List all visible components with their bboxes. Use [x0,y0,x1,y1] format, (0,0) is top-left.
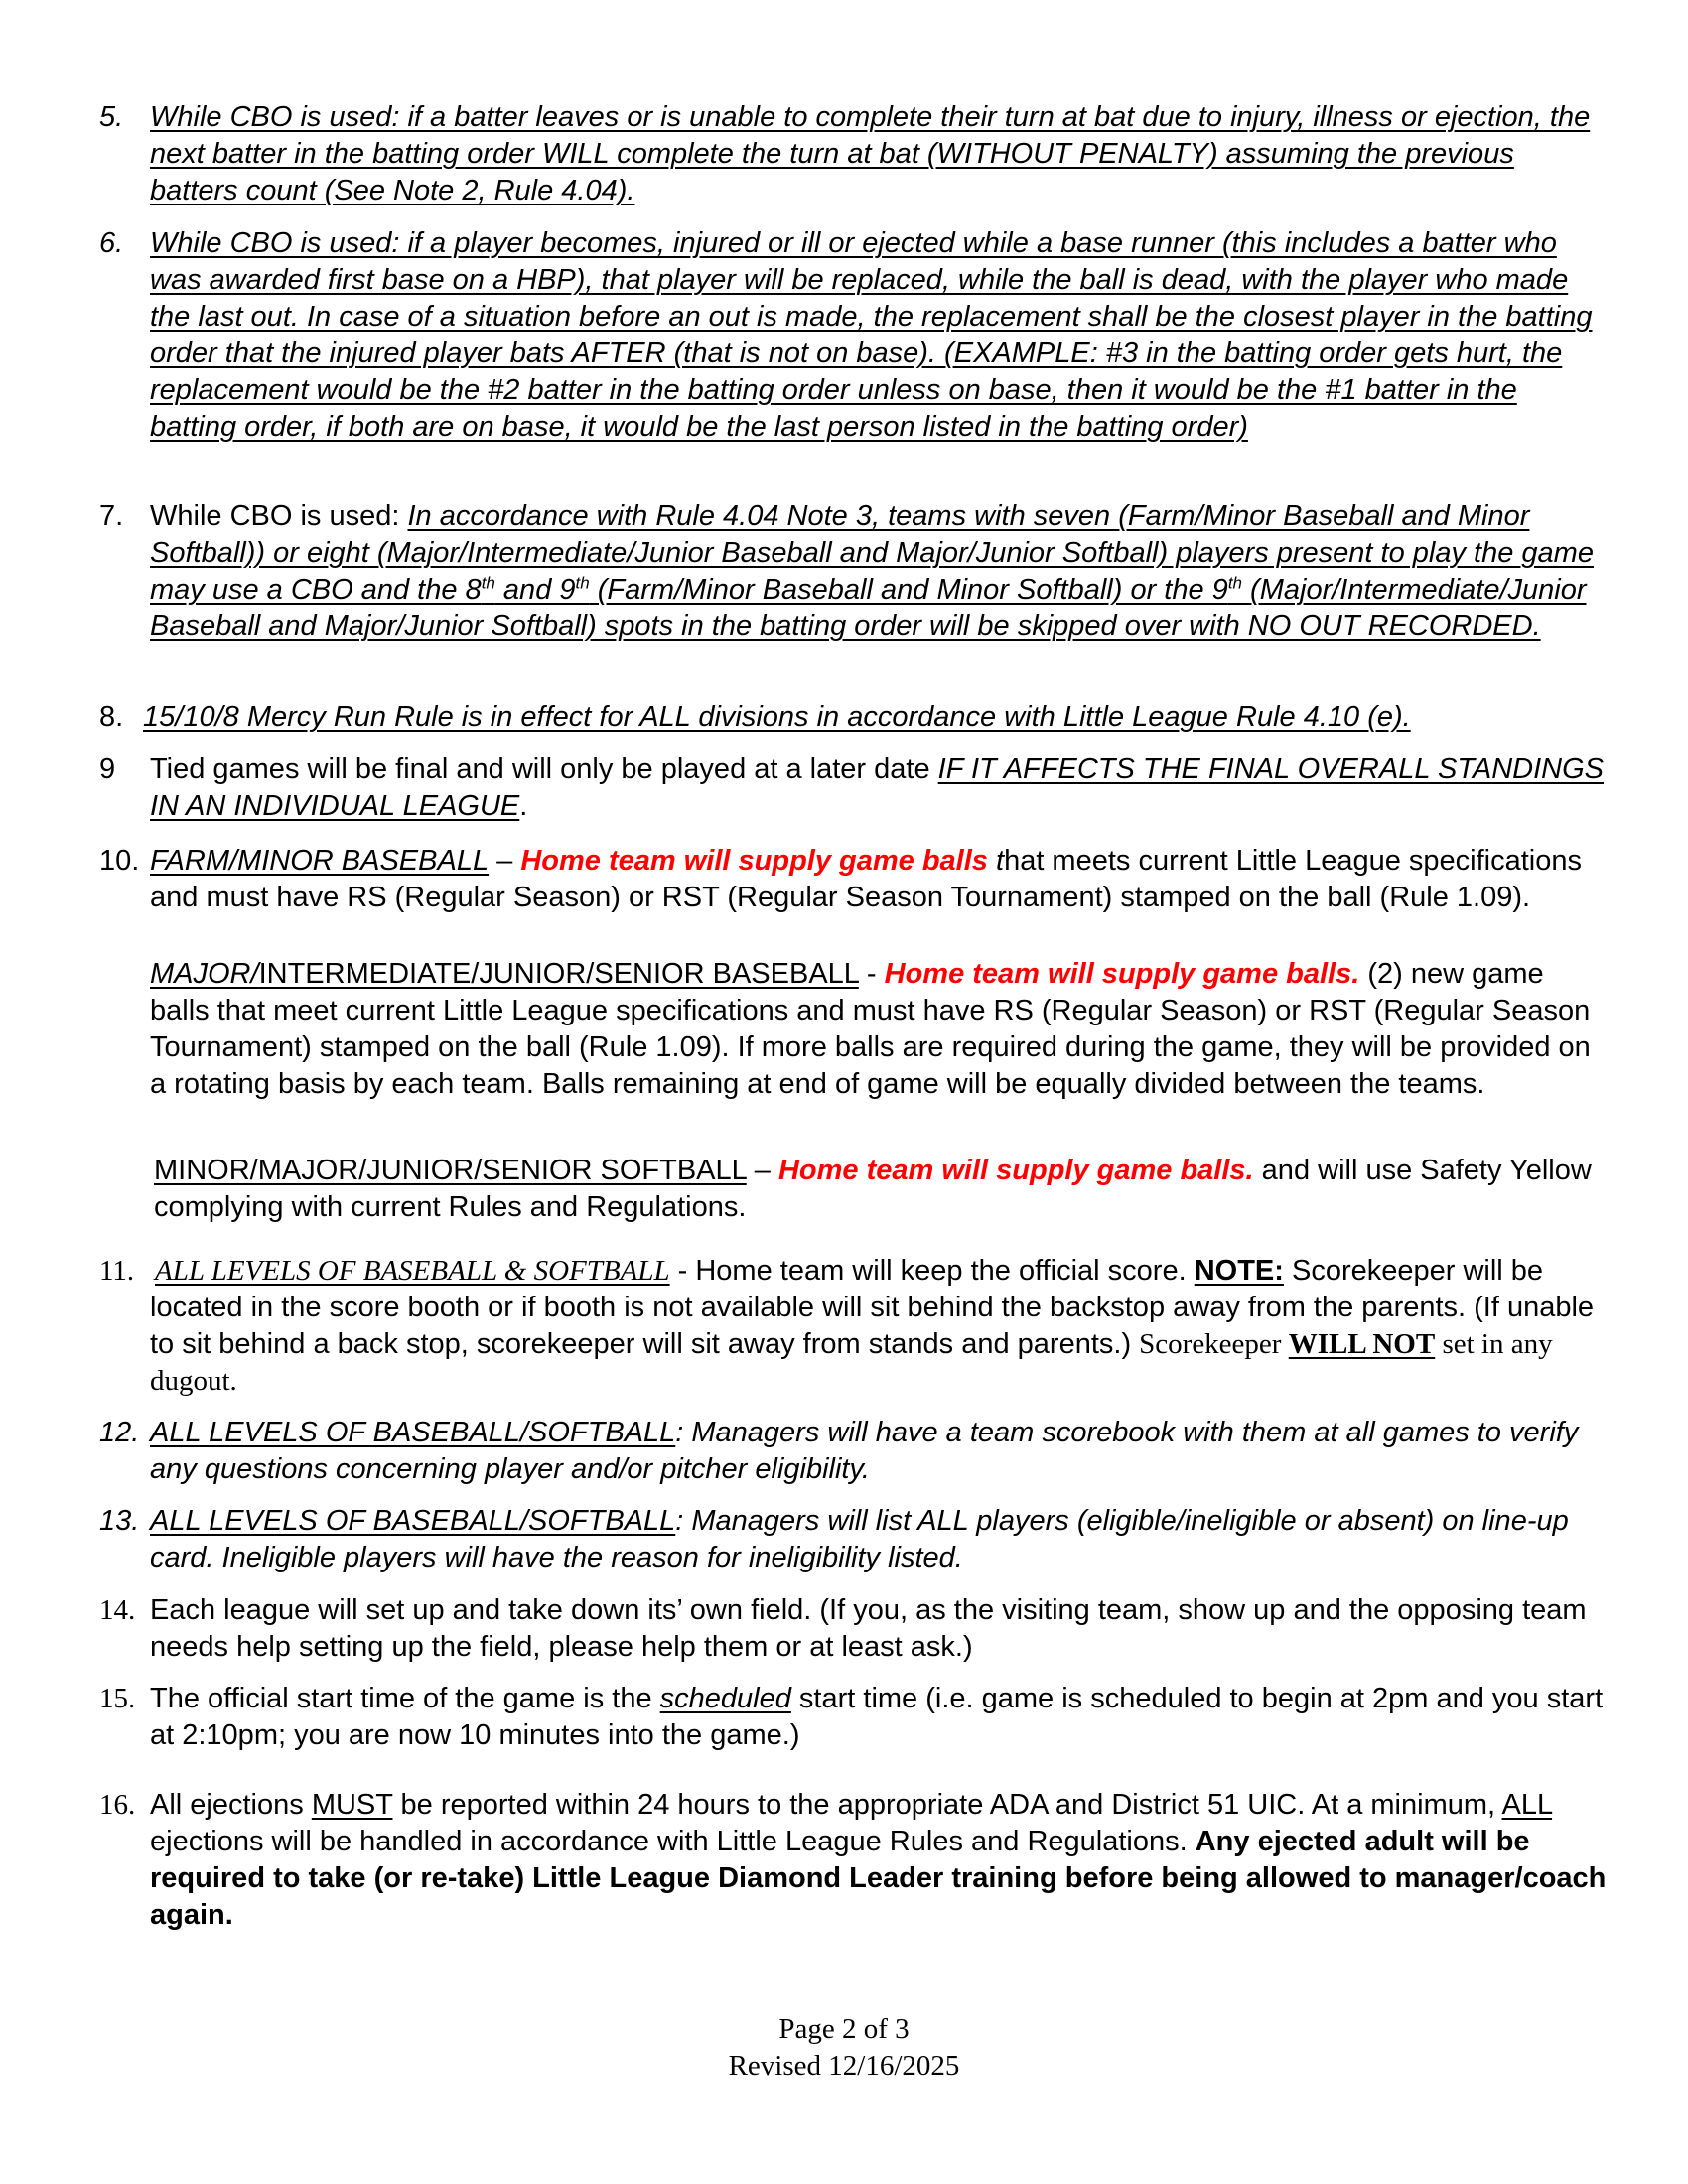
rule-number: 5. [99,101,124,133]
rule-10-major-baseball: MAJOR/INTERMEDIATE/JUNIOR/SENIOR BASEBALL - Home team will supply game balls. (2) new game balls that meet current Little League specifications and must have RS (Regular Season) or RST (Regular Season Tournament) stamped on the ball (Rule 1.09). If more balls are required during the game, they will be provided on a rotating basis by each team. Balls remaining at end of game will be equally divided between the teams. [150,958,1591,1100]
rule-8 [99,699,1609,736]
rule-7 [99,498,1609,645]
rule-text: 15/10/8 Mercy Run Rule is in effect for ALL divisions in accordance with Little League Rule 4.10 (e). [143,701,1411,733]
all-emphasis: ALL [1501,1789,1553,1821]
rule-text: ALL LEVELS OF BASEBALL/SOFTBALL: Managers will list ALL players (eligible/ineligible or absent) on line-up card. Ineligible players will have the reason for ineligibility listed. [150,1505,1569,1573]
red-emphasis: Home team will supply game balls [520,845,988,877]
page-number: Page 2 of 3 [778,2013,910,2045]
rule-number: 11. [99,1255,135,1287]
rule-16 [99,1787,1609,1934]
rule-text: The official start time of the game is the scheduled start time (i.e. game is scheduled to begin at 2pm and you start at 2:10pm; you are now 10 minutes into the game.) [150,1683,1604,1751]
must-emphasis: MUST [311,1789,393,1821]
red-emphasis: Home team will supply game balls. [884,958,1360,990]
rule-number: 7. [99,500,124,532]
rule-text: Each league will set up and take down its’ own field. (If you, as the visiting team, show up and the opposing team needs help setting up the field, please help them or at least ask.) [150,1594,1587,1663]
rule-number: 9 [99,753,116,785]
rule-number: 15. [99,1683,136,1714]
division-heading: MAJOR/ [150,958,259,990]
red-emphasis: Home team will supply game balls. [777,1155,1254,1186]
rule-9 [99,751,1609,825]
division-heading: ALL LEVELS OF BASEBALL/SOFTBALL [150,1417,676,1448]
emphasis: IF IT AFFECTS THE FINAL OVERALL STANDINGS IN AN INDIVIDUAL LEAGUE [150,753,1605,822]
rule-text: While CBO is used: In accordance with Rule 4.04 Note 3, teams with seven (Farm/Minor Baseball and Minor Softball)) or eight (Major/Intermediate/Junior Baseball and Major/Junior Softball) players present to play the game may use a CBO and the 8th and 9th (Farm/Minor Baseball and Minor Softball) or the 9th (Major/Intermediate/Junior Baseball and Major/Junior Softball) spots in the batting order will be skipped over with NO OUT RECORDED. [150,500,1594,642]
will-not-emphasis: WILL NOT [1288,1328,1436,1360]
rule-number: 8. [99,701,124,733]
rule-10 [99,843,1609,916]
rule-text: While CBO is used: if a batter leaves or is unable to complete their turn at bat due to injury, illness or ejection, the next batter in the batting order WILL complete the turn at bat (WITHOUT PENALTY) assuming the previous batters count (See Note 2, Rule 4.04). [150,101,1591,206]
rule-13 [99,1503,1609,1576]
note-label: NOTE: [1194,1255,1284,1287]
rule-text: Tied games will be final and will only be played at a later date IF IT AFFECTS THE FINAL OVERALL STANDINGS IN AN INDIVIDUAL LEAGUE. [150,753,1605,822]
bold-requirement: Any ejected adult will be required to take (or re-take) Little League Diamond Leader training before being allowed to manager/coach again. [150,1826,1607,1931]
rule-11 [99,1253,1609,1400]
revision-date: Revised 12/16/2025 [728,2050,960,2082]
rule-text: While CBO is used: if a player becomes, injured or ill or ejected while a base runner (this includes a batter who was awarded first base on a HBP), that player will be replaced, while the ball is dead, with the player who made the last out. In case of a situation before an out is made, the replacement shall be the closest player in the batting order that the injured player bats AFTER (that is not on base). (EXAMPLE: #3 in the batting order gets hurt, the replacement would be the #2 batter in the batting order unless on base, then it would be the #1 batter in the batting order, if both are on base, it would be the last person listed in the batting order) [150,227,1593,443]
division-heading: FARM/MINOR BASEBALL [150,845,490,877]
division-heading: MINOR/MAJOR/JUNIOR/SENIOR SOFTBALL [154,1155,747,1186]
rule-number: 10. [99,845,140,877]
rule-12 [99,1415,1609,1488]
division-heading: ALL LEVELS OF BASEBALL/SOFTBALL [150,1505,676,1537]
rule-number: 12. [99,1417,140,1448]
rule-5 [99,99,1609,209]
rule-number: 13. [99,1505,140,1537]
rule-number: 16. [99,1789,136,1821]
division-heading: ALL LEVELS OF BASEBALL & SOFTBALL [155,1255,670,1287]
rule-text: ALL LEVELS OF BASEBALL & SOFTBALL - Home team will keep the official score. NOTE: Scorekeeper will be located in the score booth or if booth is not available will sit behind the backstop away from the parents. (If unable to sit behind a back stop, scorekeeper will sit away from stands and parents.) Scorekeeper WILL NOT set in any dugout. [150,1255,1595,1397]
rule-number: 14. [99,1594,136,1626]
emphasis: scheduled [659,1683,791,1714]
rule-number: 6. [99,227,124,259]
rule-14 [99,1592,1609,1666]
rule-text: All ejections MUST be reported within 24 hours to the appropriate ADA and District 51 UIC. At a minimum, ALL ejections will be handled in accordance with Little League Rules and Regulations. Any ejected adult will be required to take (or re-take) Little League Diamond Leader training before being allowed to manager/coach again. [150,1789,1607,1931]
rule-10-softball: MINOR/MAJOR/JUNIOR/SENIOR SOFTBALL – Home team will supply game balls. and will use Safety Yellow complying with current Rules and Regulations. [154,1155,1592,1223]
rule-text: FARM/MINOR BASEBALL – Home team will supply game balls that meets current Little League specifications and must have RS (Regular Season) or RST (Regular Season Tournament) stamped on the ball (Rule 1.09). [150,845,1583,913]
rule-15 [99,1681,1609,1754]
rule-6 [99,225,1609,446]
rule-text: ALL LEVELS OF BASEBALL/SOFTBALL: Managers will have a team scorebook with them at all games to verify any questions concerning player and/or pitcher eligibility. [150,1417,1579,1485]
